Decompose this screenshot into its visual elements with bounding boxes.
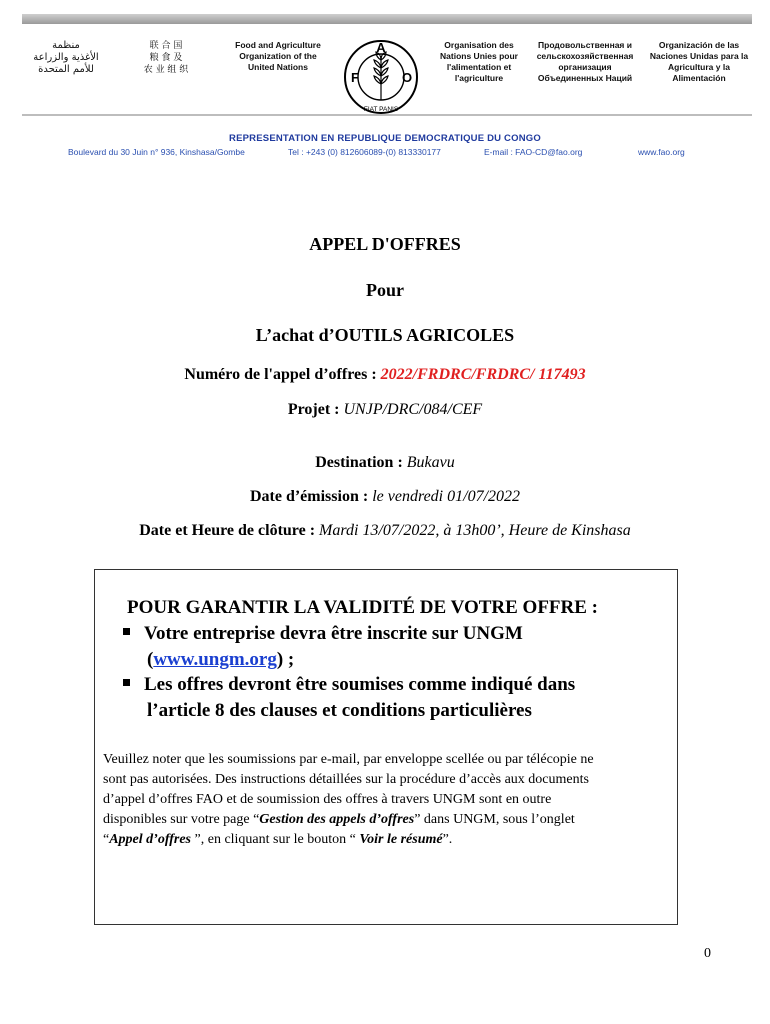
notice-title: POUR GARANTIR LA VALIDITÉ DE VOTRE OFFRE :	[127, 597, 599, 618]
phone: Tel : +243 (0) 812606089-(0) 813330177	[288, 147, 441, 157]
bullet-square-icon	[123, 679, 130, 686]
bullet-article8-continued: l’article 8 des clauses et conditions particulières	[147, 700, 532, 721]
issue-date-value: le vendredi 01/07/2022	[372, 488, 521, 505]
top-bar	[22, 14, 752, 24]
logo-letter-a: A	[376, 40, 386, 55]
chinese-name: 联 合 国 粮 食 及 农 业 组 织	[143, 41, 189, 75]
bullet-article8: Les offres devront être soumises comme indiqué dans	[123, 674, 575, 696]
validity-notice-box	[94, 569, 678, 925]
spanish-name: Organización de las Naciones Unidas para la Agricultura y la Alimentación	[649, 40, 749, 83]
bullet-ungm: Votre entreprise devra être inscrite sur UNGM	[123, 623, 523, 645]
submission-note: Veuillez noter que les soumissions par e-mail, par enveloppe scellée ou par télécopie ne sont pas autorisées. Des instructions détaillées sur la procédure d’accès aux documents d’appel d’offres FAO et de soumission des offres à travers UNGM sont en outre disponibles sur votre page “Gestion des appels d’offres” dans UNGM, sous l’onglet “Appel d’offres ”, en cliquant sur le bouton “ Voir le résumé”.	[103, 752, 594, 847]
tender-subject: L’achat d’OUTILS AGRICOLES	[255, 325, 515, 345]
representation-title: REPRESENTATION EN REPUBLIQUE DEMOCRATIQUE DU CONGO	[229, 133, 541, 144]
fao-logo	[342, 38, 420, 116]
header-rule	[22, 114, 752, 116]
destination-value: Bukavu	[406, 454, 455, 471]
letterhead	[22, 38, 752, 113]
russian-name: Продовольственная и сельскохозяйственная организация Объединенных Наций	[536, 40, 634, 83]
closing-date-value: Mardi 13/07/2022, à 13h00’, Heure de Kinshasa	[319, 522, 631, 539]
french-name: Organisation des Nations Unies pour l'alimentation et l'agriculture	[440, 40, 518, 83]
pour-label: Pour	[366, 280, 404, 300]
tender-number: Numéro de l'appel d’offres : 2022/FRDRC/FRDRC/ 117493	[184, 366, 586, 383]
logo-letter-f: F	[351, 70, 359, 85]
website-link[interactable]: www.fao.org	[638, 147, 685, 157]
page-number: 0	[704, 946, 711, 961]
arabic-name: منظمة الأغذية والزراعة للأمم المتحدة	[33, 40, 99, 75]
bullet-ungm-continued: (www.ungm.org) ;	[147, 649, 295, 670]
logo-letter-o: O	[402, 70, 413, 85]
bullet-square-icon	[123, 628, 130, 635]
project: Projet : UNJP/DRC/084/CEF	[287, 401, 483, 418]
project-value: UNJP/DRC/084/CEF	[343, 401, 483, 418]
issue-date: Date d’émission : le vendredi 01/07/2022	[249, 488, 521, 505]
logo-motto: FIAT PANIS	[363, 106, 399, 113]
document-title: APPEL D'OFFRES	[309, 234, 461, 254]
email-link[interactable]: E-mail : FAO-CD@fao.org	[484, 147, 583, 157]
address: Boulevard du 30 Juin n° 936, Kinshasa/Gombe	[68, 147, 245, 157]
english-name: Food and Agriculture Organization of the United Nations	[235, 40, 321, 72]
destination: Destination : Bukavu	[315, 454, 455, 471]
tender-number-value: 2022/FRDRC/FRDRC/ 117493	[380, 366, 586, 383]
closing-date: Date et Heure de clôture : Mardi 13/07/2022, à 13h00’, Heure de Kinshasa	[139, 522, 631, 539]
ungm-link[interactable]: www.ungm.org	[153, 649, 277, 670]
